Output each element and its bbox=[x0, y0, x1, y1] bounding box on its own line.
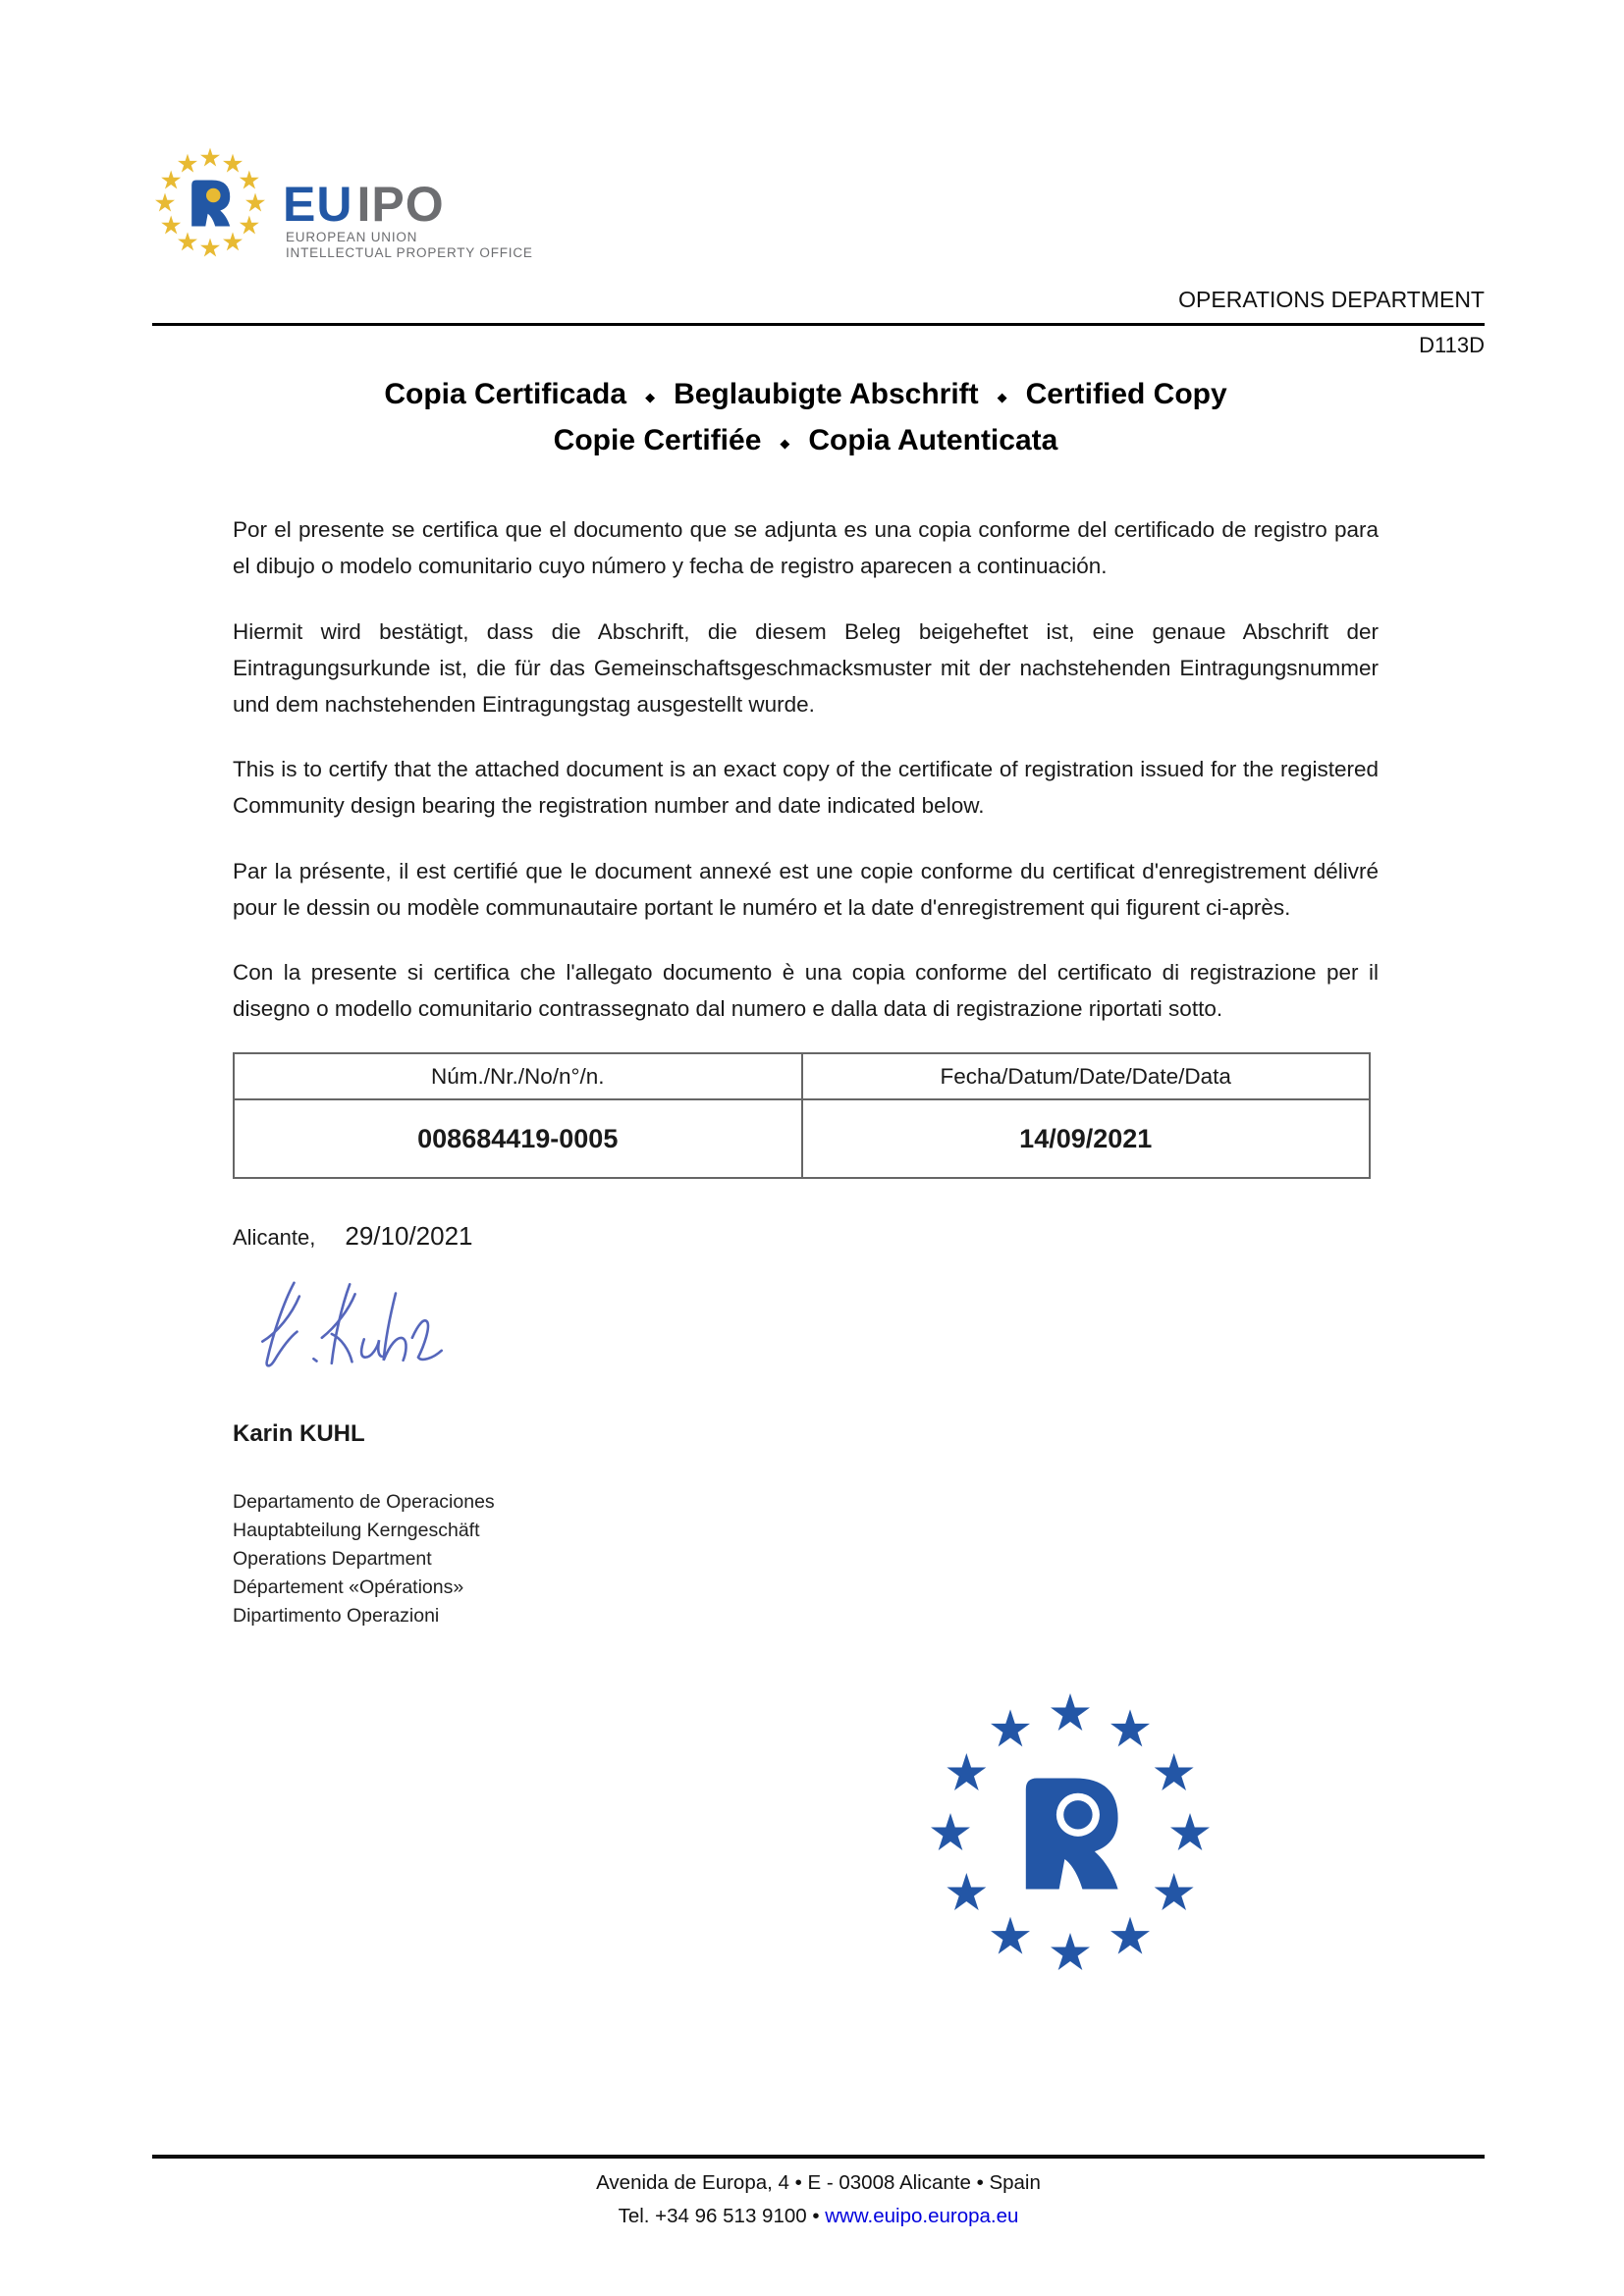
eu-star-icon bbox=[947, 1873, 986, 1910]
eu-star-icon bbox=[200, 239, 220, 257]
eu-star-icon bbox=[1110, 1709, 1150, 1746]
title-fr: Copie Certifiée bbox=[553, 424, 762, 456]
logo-subtitle bbox=[286, 230, 533, 260]
gold-dot-icon bbox=[206, 188, 221, 203]
department-item-it: Dipartimento Operazioni bbox=[233, 1605, 440, 1627]
eu-star-icon bbox=[1170, 1813, 1210, 1850]
eu-star-icon bbox=[1051, 1693, 1090, 1731]
eu-star-icon bbox=[200, 148, 220, 167]
footer-address: Avenida de Europa, 4 • E - 03008 Alicante • Spain bbox=[596, 2171, 1041, 2194]
table-value-row bbox=[234, 1099, 1370, 1178]
department-header: OPERATIONS DEPARTMENT bbox=[1178, 287, 1485, 312]
issue-place: Alicante, bbox=[233, 1225, 316, 1250]
title-line-1 bbox=[233, 373, 1379, 419]
eu-star-icon bbox=[223, 154, 243, 173]
wordmark-ipo: IPO bbox=[356, 177, 445, 232]
department-item-es: Departamento de Operaciones bbox=[233, 1491, 495, 1513]
table-header-row bbox=[234, 1053, 1370, 1099]
registered-r-icon bbox=[1026, 1779, 1118, 1890]
title-de: Beglaubigte Abschrift bbox=[674, 378, 979, 410]
department-item-fr: Département «Opérations» bbox=[233, 1576, 464, 1598]
main-content bbox=[233, 373, 1379, 1630]
eu-star-icon bbox=[161, 171, 181, 189]
title-it: Copia Autenticata bbox=[808, 424, 1058, 456]
title-en: Certified Copy bbox=[1025, 378, 1227, 410]
certificate-title bbox=[233, 373, 1379, 465]
eu-star-icon bbox=[1155, 1753, 1194, 1790]
registered-design-seal-icon bbox=[911, 1675, 1229, 1993]
eu-star-icon bbox=[240, 216, 259, 235]
logo-subtitle-line2: INTELLECTUAL PROPERTY OFFICE bbox=[286, 244, 533, 260]
paragraph-spanish: Por el presente se certifica que el documento que se adjunta es una copia conforme del certificado de registro para el dibujo o modelo comunitario cuyo número y fecha de registro aparecen a continuación. bbox=[233, 517, 1379, 578]
eu-star-icon bbox=[931, 1813, 970, 1850]
registered-r-icon bbox=[191, 181, 230, 227]
diamond-separator-icon: ◆ bbox=[997, 390, 1007, 404]
paragraph-english: This is to certify that the attached document is an exact copy of the certificate of registration issued for the registered Community design bearing the registration number and date indicated below. bbox=[233, 757, 1379, 818]
handwritten-signature bbox=[250, 1266, 476, 1382]
footer-phone: Tel. +34 96 513 9100 • bbox=[618, 2205, 820, 2227]
seal-ring-center bbox=[1063, 1800, 1092, 1829]
place-date-line bbox=[233, 1221, 1379, 1253]
registration-date-cell: 14/09/2021 bbox=[802, 1099, 1371, 1178]
logo-subtitle-line1: EUROPEAN UNION bbox=[286, 230, 418, 244]
eu-star-icon bbox=[991, 1917, 1030, 1954]
eu-star-icon bbox=[178, 232, 197, 250]
eu-star-icon bbox=[1051, 1933, 1090, 1970]
footer bbox=[152, 2166, 1485, 2233]
department-list bbox=[233, 1488, 1379, 1630]
date-header-cell: Fecha/Datum/Date/Date/Data bbox=[802, 1053, 1371, 1099]
eu-star-icon bbox=[1155, 1873, 1194, 1910]
eu-star-icon bbox=[223, 232, 243, 250]
department-item-de: Hauptabteilung Kerngeschäft bbox=[233, 1520, 480, 1541]
form-code: D113D bbox=[1419, 333, 1485, 357]
wordmark-eu: EU bbox=[283, 177, 353, 232]
diamond-separator-icon: ◆ bbox=[645, 390, 656, 404]
footer-url-link[interactable]: www.euipo.europa.eu bbox=[825, 2205, 1019, 2227]
title-line-2 bbox=[233, 419, 1379, 465]
eu-star-icon bbox=[947, 1753, 986, 1790]
eu-star-icon bbox=[161, 216, 181, 235]
paragraph-german: Hiermit wird bestätigt, dass die Abschrift, die diesem Beleg beigeheftet ist, eine genaue Abschrift der Eintragungsurkunde ist, die für das Gemeinschaftsgeschmacksmuster mit der nachstehenden Eintragungsnummer und dem nachstehenden Eintragungstag ausgestellt wurde. bbox=[233, 618, 1379, 717]
eu-star-icon bbox=[1110, 1917, 1150, 1954]
registration-table bbox=[233, 1052, 1371, 1179]
eu-star-icon bbox=[155, 193, 175, 212]
footer-contact bbox=[152, 2200, 1485, 2233]
eu-star-icon bbox=[178, 154, 197, 173]
euipo-r-stars-logo-icon bbox=[137, 131, 283, 276]
eu-star-icon bbox=[991, 1709, 1030, 1746]
eu-star-icon bbox=[240, 171, 259, 189]
title-es: Copia Certificada bbox=[384, 378, 627, 410]
eu-star-icon bbox=[245, 193, 265, 212]
registration-number-cell: 008684419-0005 bbox=[234, 1099, 802, 1178]
department-item-en: Operations Department bbox=[233, 1548, 432, 1570]
paragraph-french: Par la présente, il est certifié que le document annexé est une copie conforme du certificat d'enregistrement délivré pour le dessin ou modèle communautaire portant le numéro et la date d'enregistrement qui figurent ci-après. bbox=[233, 858, 1379, 920]
number-header-cell: Núm./Nr./No/n°/n. bbox=[234, 1053, 802, 1099]
issue-date: 29/10/2021 bbox=[345, 1221, 473, 1251]
footer-rule bbox=[152, 2155, 1485, 2159]
header-rule bbox=[152, 323, 1485, 326]
euipo-wordmark bbox=[283, 179, 445, 230]
signer-name: Karin KUHL bbox=[233, 1420, 365, 1447]
paragraph-italian: Con la presente si certifica che l'allegato documento è una copia conforme del certificato di registrazione per il disegno o modello comunitario contrassegnato dal numero e dalla data di registrazione riportati sotto. bbox=[233, 960, 1379, 1021]
diamond-separator-icon: ◆ bbox=[780, 436, 790, 451]
